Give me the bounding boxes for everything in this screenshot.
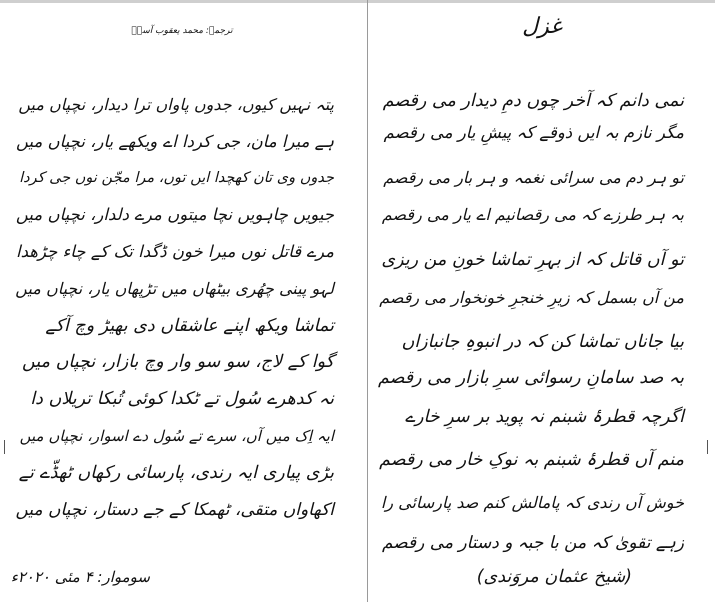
ghazal-line: اگرچہ قطرۂ شبنم نہ پوید بر سرِ خارے [404, 407, 684, 427]
translation-line: تماشا ویکھ اپنے عاشقاں دی بھیڑ وچ آکے [45, 316, 334, 336]
translation-title: ترجمہ: محمد یعقوب آسیؔ [131, 26, 233, 36]
translation-line: ایہ اِک میں آں، سرے تے سُول دے اسوار، نچپاں میں [19, 427, 334, 445]
translation-column [4, 0, 360, 602]
ghazal-line: زہے تقویٰ کہ من با جبہ و دستار می رقصم [381, 533, 684, 553]
translation-line: بڑی پیاری ایہ رندی، پارسائی رکھاں ٹھڈّے تے [18, 463, 334, 483]
translation-line: نہ کدھرے سُول تے ٹکدا کوئی تُبکا تریلاں دا [30, 389, 334, 409]
ghazal-line: بہ صد سامانِ رسوائی سرِ بازار می رقصم [377, 368, 684, 388]
ghazal-line: من آں بسمل کہ زیرِ خنجرِ خونخوار می رقصم [379, 288, 684, 307]
translation-line: اکھاواں متقی، ٹھمکا کے جے دستار، نچپاں میں [15, 500, 334, 520]
ghazal-line: خوش آں رندی کہ پامالش کنم صد پارسائی را [380, 493, 684, 512]
ghazal-line: بیا جاناں تماشا کن کہ در انبوہِ جانبازاں [401, 332, 684, 352]
translation-line: ہے میرا مان، جی کردا اے ویکھے یار، نچپاں میں [15, 132, 334, 151]
translation-line: پتہ نہیں کیوں، جدوں پاواں ترا دیدار، نچپاں میں [18, 95, 334, 114]
ghazal-line: مگر نازم بہ ایں ذوقے کہ پیشِ یار می رقصم [383, 123, 684, 142]
translation-line: مرے قاتل نوں میرا خون ڈگدا تک کے چاء چڑھدا [16, 242, 334, 261]
ghazal-title: غزل [522, 14, 562, 39]
translation-line: گوا کے لاج، سو سو وار وچ بازار، نچپاں میں [22, 352, 334, 372]
column-divider [367, 0, 368, 602]
ghazal-line: تو آں قاتل کہ از بہرِ تماشا خونِ من ریزی [381, 250, 684, 270]
ghazal-line: تو ہر دم می سرائی نغمہ و ہر بار می رقصم [383, 168, 684, 187]
translation-date: سوموار: ۴ مئی ۲۰۲۰ء [10, 568, 150, 586]
translation-line: جدوں وی تان کھچدا ایں توں، مرا مجّن نوں جی کردا [19, 170, 334, 186]
ghazal-attribution: (شیخ عثمان مروَندی) [476, 567, 632, 587]
ghazal-line: منم آں قطرۂ شبنم بہ نوکِ خار می رقصم [379, 450, 684, 470]
ghazal-column [372, 0, 712, 602]
translation-line: لہو پینی چھُری بیٹھاں میں تڑپھاں یار، نچپاں میں [15, 279, 334, 298]
translation-line: جیویں چاہویں نچا میتوں مرے دلدار، نچپاں میں [15, 205, 334, 224]
ghazal-line: بہ ہر طرزے کہ می رقصانیم اے یار می رقصم [381, 205, 684, 224]
ghazal-line: نمی دانم کہ آخر چوں دمِ دیدار می رقصم [382, 91, 684, 111]
